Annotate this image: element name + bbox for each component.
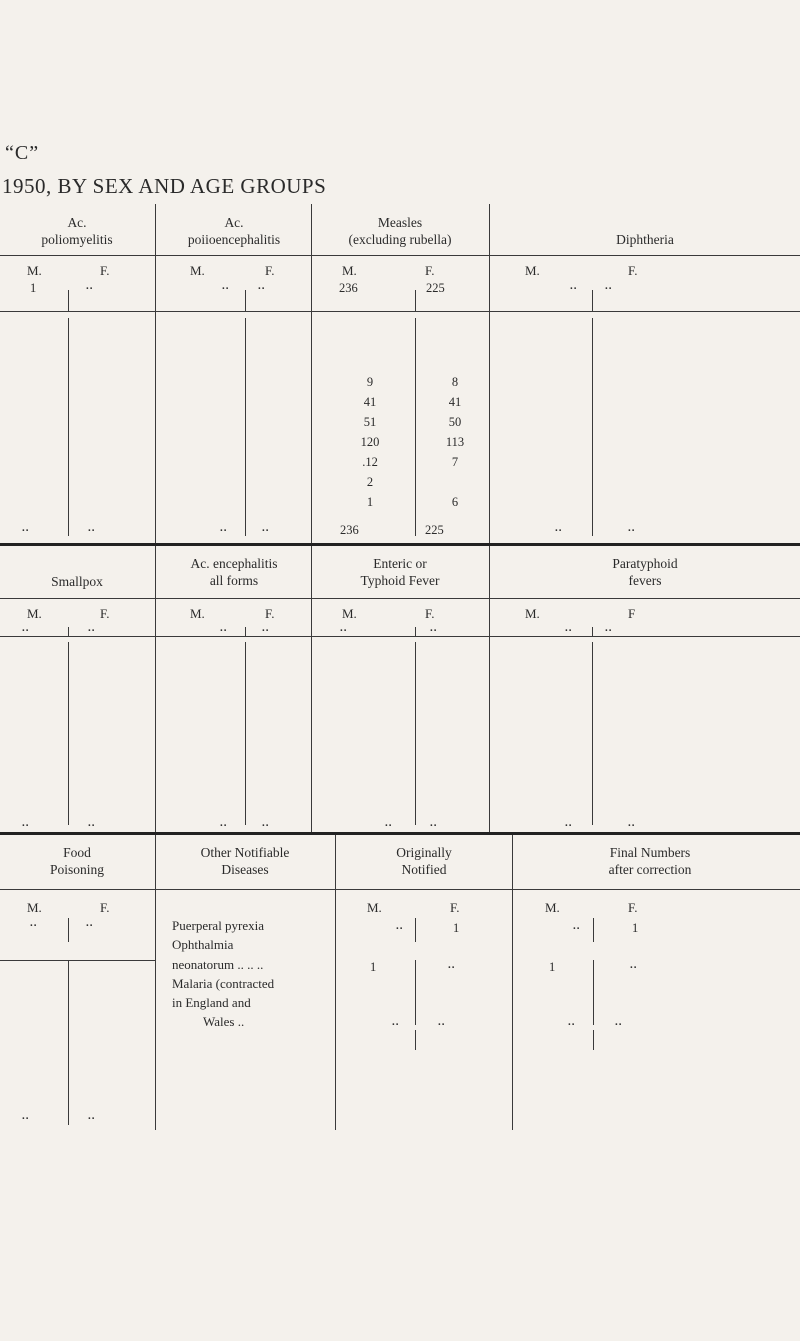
total-m-ac-encephalitis: .. xyxy=(220,622,228,634)
orig-m-row3: .. xyxy=(392,1016,400,1028)
header-other-line2: Diseases xyxy=(221,862,269,877)
final-m-food: .. xyxy=(22,1110,30,1122)
total-f-food: .. xyxy=(86,917,94,929)
final-num-m-row2: 1 xyxy=(549,960,556,974)
header-measles-line2: (excluding rubella) xyxy=(348,232,452,247)
final-m-measles: 236 xyxy=(340,523,359,537)
header-smallpox: Smallpox xyxy=(51,574,103,589)
label-f: F. xyxy=(100,263,110,278)
final-f-smallpox: .. xyxy=(88,817,96,829)
header-paratyphoid-line1: Paratyphoid xyxy=(612,556,678,571)
header-ac-poliomyelitis-line2: poliomyelitis xyxy=(41,232,113,247)
label-m: M. xyxy=(190,606,205,621)
label-f: F. xyxy=(628,900,638,915)
final-m-diphtheria: .. xyxy=(555,522,563,534)
measles-m-age-7: 1 xyxy=(366,495,374,509)
total-f-measles: 225 xyxy=(426,281,445,295)
total-f-paratyphoid: .. xyxy=(605,622,613,634)
total-m-smallpox: .. xyxy=(22,622,30,634)
label-f: F. xyxy=(425,263,435,278)
label-m: M. xyxy=(190,263,205,278)
final-f-measles: 225 xyxy=(425,523,444,537)
measles-f-age-2: 41 xyxy=(448,395,462,409)
header-ac-encephalitis-line1: Ac. encephalitis xyxy=(190,556,278,571)
header-other-line1: Other Notifiable xyxy=(200,845,290,860)
final-num-m-row3: .. xyxy=(568,1016,576,1028)
final-f-enteric: .. xyxy=(430,817,438,829)
label-f: F. xyxy=(100,606,110,621)
total-f-polioencephalitis: .. xyxy=(258,280,266,292)
header-originally-line1: Originally xyxy=(396,845,452,860)
measles-f-age-4: 113 xyxy=(445,435,465,449)
other-item-4: Malaria (contracted xyxy=(172,976,275,991)
measles-m-age-2: 41 xyxy=(363,395,377,409)
appendix-mark: “C” xyxy=(5,142,40,164)
measles-m-age-5: .12 xyxy=(362,455,378,469)
final-f-paratyphoid: .. xyxy=(628,817,636,829)
label-f: F. xyxy=(425,606,435,621)
total-f-enteric: .. xyxy=(430,622,438,634)
header-paratyphoid-line2: fevers xyxy=(628,573,662,588)
final-m-enteric: .. xyxy=(385,817,393,829)
final-num-f-row2: .. xyxy=(630,959,638,971)
label-f: F. xyxy=(265,606,275,621)
measles-m-age-1: 9 xyxy=(366,375,374,389)
label-m: M. xyxy=(525,263,540,278)
measles-m-age-4: 120 xyxy=(360,435,380,449)
label-m: M. xyxy=(545,900,560,915)
label-m: M. xyxy=(342,263,357,278)
header-enteric-line2: Typhoid Fever xyxy=(360,573,440,588)
measles-f-age-1: 8 xyxy=(451,375,459,389)
orig-f-row3: .. xyxy=(438,1016,446,1028)
orig-f-row2: .. xyxy=(448,959,456,971)
final-f-polioencephalitis: .. xyxy=(262,522,270,534)
other-item-1: Puerperal pyrexia xyxy=(172,918,265,933)
final-f-poliomyelitis: .. xyxy=(88,522,96,534)
page-title: 1950, BY SEX AND AGE GROUPS xyxy=(2,174,327,198)
measles-m-age-6: 2 xyxy=(366,475,374,489)
orig-f-row1: 1 xyxy=(453,921,460,935)
other-item-2: Ophthalmia xyxy=(172,937,234,952)
measles-m-age-3: 51 xyxy=(363,415,377,429)
final-m-ac-encephalitis: .. xyxy=(220,817,228,829)
header-measles-line1: Measles xyxy=(377,215,423,230)
label-f: F. xyxy=(450,900,460,915)
other-item-6: Wales .. xyxy=(203,1014,245,1029)
label-m: M. xyxy=(27,263,42,278)
final-num-f-row3: .. xyxy=(615,1016,623,1028)
final-num-m-row1: .. xyxy=(573,920,581,932)
header-final-line1: Final Numbers xyxy=(609,845,691,860)
other-item-5: in England and xyxy=(172,995,251,1010)
total-m-measles: 236 xyxy=(339,281,358,295)
total-f-poliomyelitis: .. xyxy=(86,280,94,292)
total-m-polioencephalitis: .. xyxy=(222,280,230,292)
label-m: M. xyxy=(342,606,357,621)
label-m: M. xyxy=(27,900,42,915)
final-f-ac-encephalitis: .. xyxy=(262,817,270,829)
header-ac-encephalitis-line2: all forms xyxy=(209,573,259,588)
header-ac-poliomyelitis-line1: Ac. xyxy=(67,215,87,230)
total-m-poliomyelitis: 1 xyxy=(30,281,37,295)
header-food-line2: Poisoning xyxy=(49,862,105,877)
final-m-poliomyelitis: .. xyxy=(22,522,30,534)
measles-f-age-3: 50 xyxy=(448,415,462,429)
total-m-paratyphoid: .. xyxy=(565,622,573,634)
label-f: F. xyxy=(628,263,638,278)
label-f: F. xyxy=(100,900,110,915)
final-m-paratyphoid: .. xyxy=(565,817,573,829)
final-m-polioencephalitis: .. xyxy=(220,522,228,534)
header-enteric-line1: Enteric or xyxy=(373,556,427,571)
label-m: M. xyxy=(27,606,42,621)
orig-m-row1: .. xyxy=(396,920,404,932)
header-final-line2: after correction xyxy=(608,862,692,877)
total-m-diphtheria: .. xyxy=(570,280,578,292)
total-f-ac-encephalitis: .. xyxy=(262,622,270,634)
orig-m-row2: 1 xyxy=(370,960,377,974)
final-f-food: .. xyxy=(88,1110,96,1122)
measles-f-age-5: 7 xyxy=(451,455,459,469)
total-m-enteric: .. xyxy=(340,622,348,634)
header-diphtheria: Diphtheria xyxy=(616,232,674,247)
header-ac-polioencephalitis-line2: poiioencephalitis xyxy=(187,232,281,247)
total-f-smallpox: .. xyxy=(88,622,96,634)
header-ac-polioencephalitis-line1: Ac. xyxy=(224,215,244,230)
final-m-smallpox: .. xyxy=(22,817,30,829)
measles-f-age-7: 6 xyxy=(451,495,459,509)
total-m-food: .. xyxy=(30,917,38,929)
header-food-line1: Food xyxy=(63,845,91,860)
label-m: M. xyxy=(525,606,540,621)
label-f: F xyxy=(628,606,636,621)
total-f-diphtheria: .. xyxy=(605,280,613,292)
other-item-3: neonatorum .. .. .. xyxy=(172,957,264,972)
final-num-f-row1: 1 xyxy=(632,921,639,935)
header-originally-line2: Notified xyxy=(401,862,447,877)
label-f: F. xyxy=(265,263,275,278)
label-m: M. xyxy=(367,900,382,915)
final-f-diphtheria: .. xyxy=(628,522,636,534)
